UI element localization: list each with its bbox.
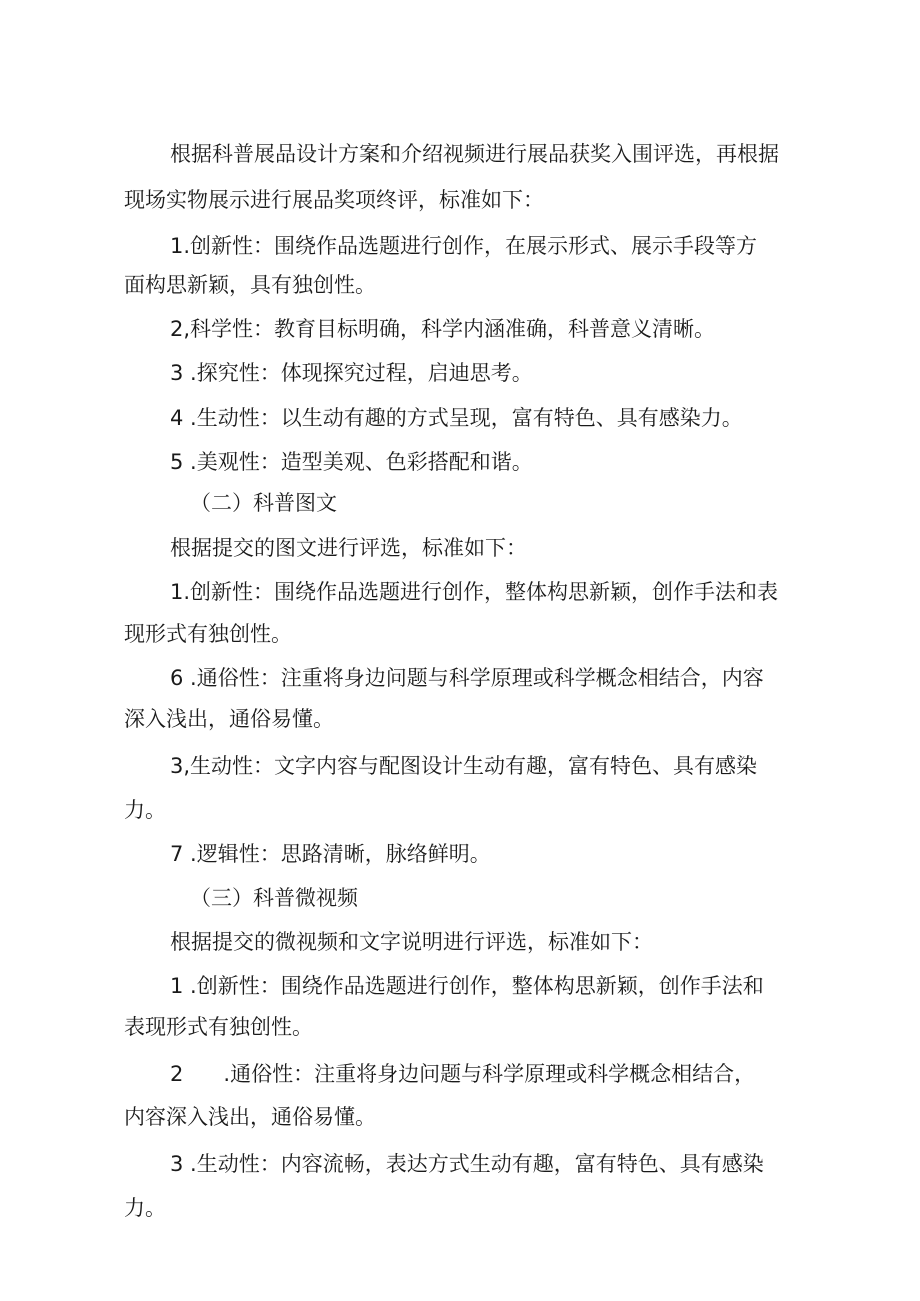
text-line: 2 .通俗性：注重将身边问题与科学原理或科学概念相结合， [170, 1062, 756, 1086]
text-line: 5 .美观性：造型美观、色彩搭配和谐。 [170, 450, 533, 474]
text-line: 3,生动性：文字内容与配图设计生动有趣，富有特色、具有感染 [170, 754, 758, 778]
text-line: 根据提交的微视频和文字说明进行评选，标准如下： [170, 930, 653, 954]
section-heading: （三）科普微视频 [190, 886, 358, 910]
text-line: 2,科学性：教育目标明确，科学内涵准确，科普意义清晰。 [170, 317, 716, 341]
section-heading: （二）科普图文 [190, 491, 337, 515]
text-line: 力。 [124, 1196, 166, 1220]
text-line: 4 .生动性：以生动有趣的方式呈现，富有特色、具有感染力。 [170, 406, 743, 430]
text-line: 6 .通俗性：注重将身边问题与科学原理或科学概念相结合，内容 [170, 666, 764, 690]
text-line: 内容深入浅出，通俗易懂。 [124, 1105, 376, 1129]
text-line: 现场实物展示进行展品奖项终评，标准如下： [124, 188, 544, 212]
text-line: 表现形式有独创性。 [124, 1015, 313, 1039]
text-line: 7 .逻辑性：思路清晰，脉络鲜明。 [170, 842, 491, 866]
text-line: 3 .生动性：内容流畅，表达方式生动有趣，富有特色、具有感染 [170, 1152, 764, 1176]
text-line: 深入浅出，通俗易懂。 [124, 707, 334, 731]
text-line: 1 .创新性：围绕作品选题进行创作，整体构思新颖，创作手法和 [170, 974, 764, 998]
text-line: 力。 [124, 798, 166, 822]
text-line: 根据科普展品设计方案和介绍视频进行展品获奖入围评选，再根据 [170, 142, 779, 166]
text-line: 面构思新颖，具有独创性。 [124, 273, 376, 297]
text-line: 3 .探究性：体现探究过程，启迪思考。 [170, 361, 533, 385]
text-line: 现形式有独创性。 [124, 622, 292, 646]
text-line: 1.创新性：围绕作品选题进行创作，整体构思新颖，创作手法和表 [170, 580, 779, 604]
text-line: 1.创新性：围绕作品选题进行创作，在展示形式、展示手段等方 [170, 234, 758, 258]
text-line: 根据提交的图文进行评选，标准如下： [170, 536, 527, 560]
